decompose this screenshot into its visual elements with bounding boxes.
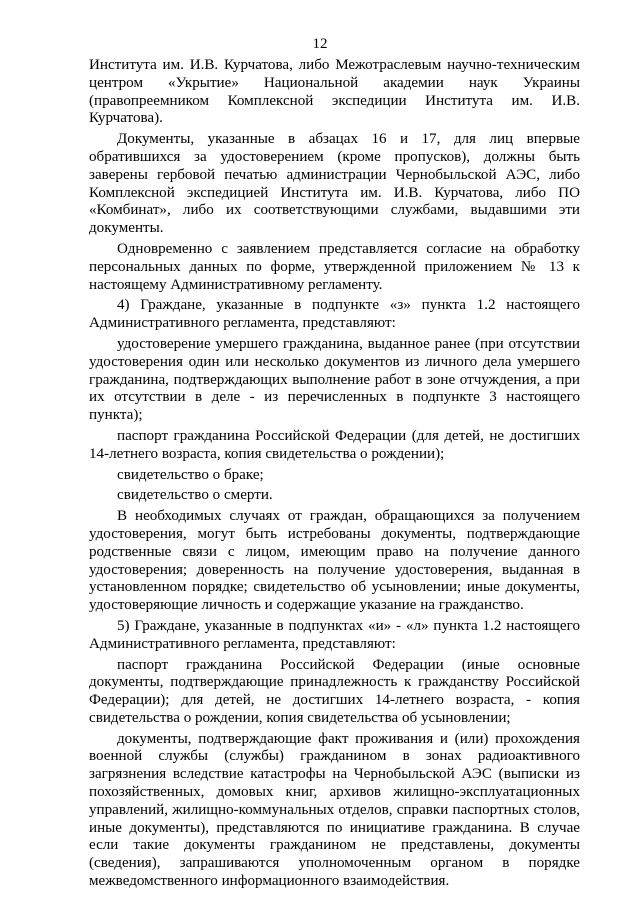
paragraph-9: В необходимых случаях от граждан, обращающихся за получением удостоверения, могут быть истребованы документы, подтверждающие родственные связи с лицом, имеющим право на получение данного удостоверения; доверенность на получение удостоверения, выданная в установленном порядке; свидетельство об усыновлении; иные документы, удостоверяющие личность и содержащие указание на гражданство.: [89, 508, 580, 614]
paragraph-8: свидетельство о смерти.: [117, 487, 273, 504]
paragraph-12: документы, подтверждающие факт проживания и (или) прохождения военной службы (службы) гражданином в зонах радиоактивного загрязнения вследствие катастрофы на Чернобыльской АЭС (выписки из похозяйственных, домовых книг, архивов жилищно-эксплуатационных управлений, жилищно-коммунальных отделов, справки паспортных столов, иные документы), представляются по инициативе гражданина. В случае если такие документы гражданином не представлены, документы (сведения), запрашиваются уполномоченным органом в порядке межведомственного информационного взаимодействия.: [89, 730, 580, 890]
paragraph-11: паспорт гражданина Российской Федерации (иные основные документы, подтверждающие принадлежность к гражданству Российской Федерации); для детей, не достигших 14-летнего возраста, - копия свидетельства о рождении, копия свидетельства об усыновлении;: [89, 656, 580, 726]
paragraph-10: 5) Граждане, указанные в подпунктах «и» - «л» пункта 1.2 настоящего Административного регламента, представляют:: [89, 617, 580, 652]
paragraph-4: 4) Граждане, указанные в подпункте «з» пункта 1.2 настоящего Административного регламента, представляют:: [89, 297, 580, 332]
paragraph-1: Института им. И.В. Курчатова, либо Межотраслевым научно-техническим центром «Укрытие» Национальной академии наук Украины (правопреемником Комплексной экспедиции Института им. И.В. Курчатова).: [89, 57, 580, 127]
paragraph-5: удостоверение умершего гражданина, выданное ранее (при отсутствии удостоверения один или несколько документов из личного дела умершего гражданина, подтверждающих выполнение работ в зоне отчуждения, а при их отсутствии в деле - из перечисленных в подпункте 3 настоящего пункта);: [89, 335, 580, 424]
paragraph-2: Документы, указанные в абзацах 16 и 17, для лиц впервые обратившихся за удостоверением (кроме пропусков), должны быть заверены гербовой печатью администрации Чернобыльской АЭС, либо Комплексной экспедицией Института им. И.В. Курчатова, либо ПО «Комбинат», либо их соответствующими службами, выдавшими эти документы.: [89, 131, 580, 237]
page-number: 12: [312, 36, 328, 52]
paragraph-3: Одновременно с заявлением представляется согласие на обработку персональных данных по форме, утвержденной приложением № 13 к настоящему Административному регламенту.: [89, 240, 580, 293]
paragraph-6: паспорт гражданина Российской Федерации (для детей, не достигших 14-летнего возраста, копия свидетельства о рождении);: [89, 427, 580, 462]
document-body: [89, 57, 580, 891]
paragraph-7: свидетельство о браке;: [117, 466, 264, 483]
